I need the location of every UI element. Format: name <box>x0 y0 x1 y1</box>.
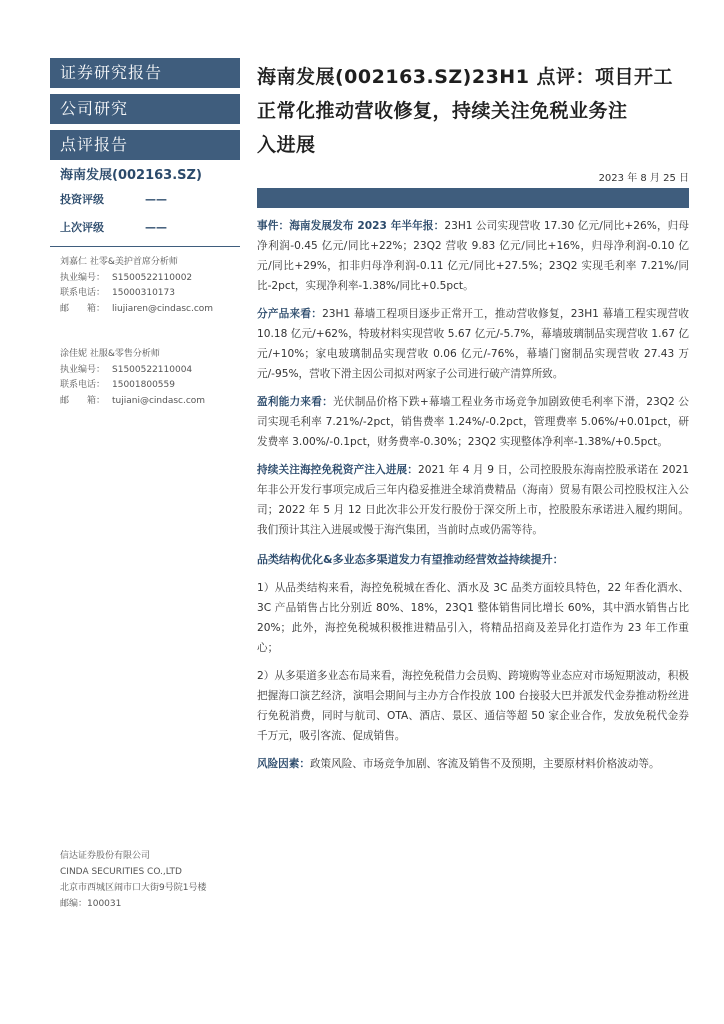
analyst-cert-row <box>60 363 240 379</box>
cert-number: S1500522110004 <box>112 364 193 375</box>
analyst-email-row <box>60 302 240 318</box>
title-line: 入进展 <box>257 134 316 156</box>
analyst-phone-row <box>60 286 240 302</box>
report-category-band: 公司研究 <box>50 94 240 124</box>
point-channels: 2）从多渠道多业态布局来看，海控免税借力会员购、跨境购等业态应对市场短期波动，积极把握海口演艺经济，演唱会期间与主办方合作投放 100 台接驳大巴并派发代金券推动粉丝进行免税消费，同时与航司、OTA、酒店、景区、通信等超 50 家企业合作，发放免税代金券千万元，吸引客流、促成销售。 <box>257 670 689 742</box>
paragraph-lead: 持续关注海控免税资产注入进展： <box>257 464 419 476</box>
paragraph-products <box>257 304 689 384</box>
section-heading: 品类结构优化&多业态多渠道发力有望推动经营效益持续提升： <box>257 553 564 566</box>
rating-investment <box>50 186 240 214</box>
paragraph-profitability <box>257 392 689 452</box>
point-category: 1）从品类结构来看，海控免税城在香化、酒水及 3C 品类方面较具特色，22 年香化酒水、3C 产品销售占比分别近 80%、18%，23Q1 整体销售同比增长 60%，其中酒水销售占比 20%；此外，海控免税城积极推进精品引入，将精品招商及差异化打造作为 23 年工作重心； <box>257 582 689 654</box>
email-address[interactable]: liujiaren@cindasc.com <box>112 303 214 314</box>
company-address: 北京市西城区闹市口大街9号院1号楼 <box>60 883 207 893</box>
report-title <box>257 60 689 162</box>
rating-label: 投资评级 <box>60 193 104 206</box>
analyst-phone-row <box>60 378 240 394</box>
email-label: 邮 箱： <box>60 303 106 314</box>
phone-number: 15001800559 <box>112 380 175 390</box>
main-content <box>257 60 689 778</box>
rating-value: —— <box>145 221 167 234</box>
paragraph-lead: 事件：海南发展发布 2023 年半年报： <box>257 220 445 232</box>
company-postcode: 邮编：100031 <box>60 899 122 909</box>
company-info <box>60 848 206 912</box>
email-address[interactable]: tujiani@cindasc.com <box>112 395 206 406</box>
paragraph-event <box>257 216 689 296</box>
paragraph-text: 23H1 公司实现营收 17.30 亿元/同比+26%，归母净利润-0.45 亿元/同比+22%；23Q2 营收 9.83 亿元/同比+16%，归母净利润-0.10 亿元/同比+29%，扣非归母净利润-0.11 亿元/同比+27.5%；23Q2 实现毛利率 7.21%/同比-2pct，实现净利率-1.38%/同比+0.5pct。 <box>257 220 689 292</box>
email-label: 邮 箱： <box>60 395 106 406</box>
stock-name: 海南发展(002163.SZ) <box>60 168 202 183</box>
cert-label: 执业编号： <box>60 364 106 375</box>
paragraph-risk <box>257 754 689 774</box>
analyst-name: 涂佳妮 社服&零售分析师 <box>60 349 160 359</box>
analyst-block <box>50 255 240 317</box>
phone-label: 联系电话： <box>60 380 106 390</box>
paragraph-duty-free <box>257 460 689 540</box>
paragraph-lead: 风险因素： <box>257 758 310 770</box>
paragraph-text: 23H1 幕墙工程项目逐步正常开工，推动营收修复，23H1 幕墙工程实现营收 10.18 亿元/+62%，特玻材料实现营收 5.67 亿元/-5.7%，幕墙玻璃制品实现营收 1.67 亿元/+10%；家电玻璃制品实现营收 0.06 亿元/-76%，幕墙门窗制品实现营收 27.43 万元/-95%，营收下滑主因公司拟对两家子公司进行破产清算所致。 <box>257 308 690 380</box>
sidebar <box>50 58 240 928</box>
company-name-en: CINDA SECURITIES CO.,LTD <box>60 867 182 877</box>
analyst-name: 刘嘉仁 社零&美护首席分析师 <box>60 257 178 267</box>
header-band <box>257 188 689 208</box>
phone-number: 15000310173 <box>112 288 175 298</box>
title-line: 正常化推动营收修复，持续关注免税业务注 <box>257 100 628 122</box>
report-type-band: 证券研究报告 <box>50 58 240 88</box>
cert-label: 执业编号： <box>60 272 106 283</box>
rating-previous <box>50 214 240 242</box>
paragraph-lead: 分产品来看： <box>257 308 323 320</box>
title-line: 海南发展(002163.SZ)23H1 点评：项目开工 <box>257 66 674 88</box>
paragraph-lead: 盈利能力来看： <box>257 396 334 408</box>
analyst-block <box>50 347 240 409</box>
paragraph-text: 政策风险、市场竞争加剧、客流及销售不及预期，主要原材料价格波动等。 <box>309 758 660 770</box>
company-name-cn: 信达证券股份有限公司 <box>60 851 151 861</box>
analyst-email-row <box>60 394 240 410</box>
phone-label: 联系电话： <box>60 288 106 298</box>
report-subtype-band: 点评报告 <box>50 130 240 160</box>
cert-number: S1500522110002 <box>112 272 193 283</box>
report-date: 2023 年 8 月 25 日 <box>598 173 689 184</box>
rating-label: 上次评级 <box>60 221 104 234</box>
paragraph-text: 2021 年 4 月 9 日，公司控股股东海南控股承诺在 2021 年非公开发行事项完成后三年内稳妥推进全球消费精品（海南）贸易有限公司控股权注入公司；2022 年 5 月 12 日此次非公开发行股份于深交所上市，控股股东承诺进入履约期间。我们预计其注入进展或慢于海汽集团，当前时点或仍需等待。 <box>257 464 690 536</box>
analyst-cert-row <box>60 271 240 287</box>
rating-value: —— <box>145 193 167 206</box>
paragraph-text: 光伏制品价格下跌+幕墙工程业务市场竞争加剧致使毛利率下滑，23Q2 公司实现毛利率 7.21%/-2pct，销售费率 1.24%/-0.2pct，管理费率 5.06%/+0.01pct，研发费率 3.00%/-0.1pct，财务费率-0.30%；23Q2 实现整体净利率-1.38%/+0.5pct。 <box>257 396 689 448</box>
divider <box>50 246 240 247</box>
